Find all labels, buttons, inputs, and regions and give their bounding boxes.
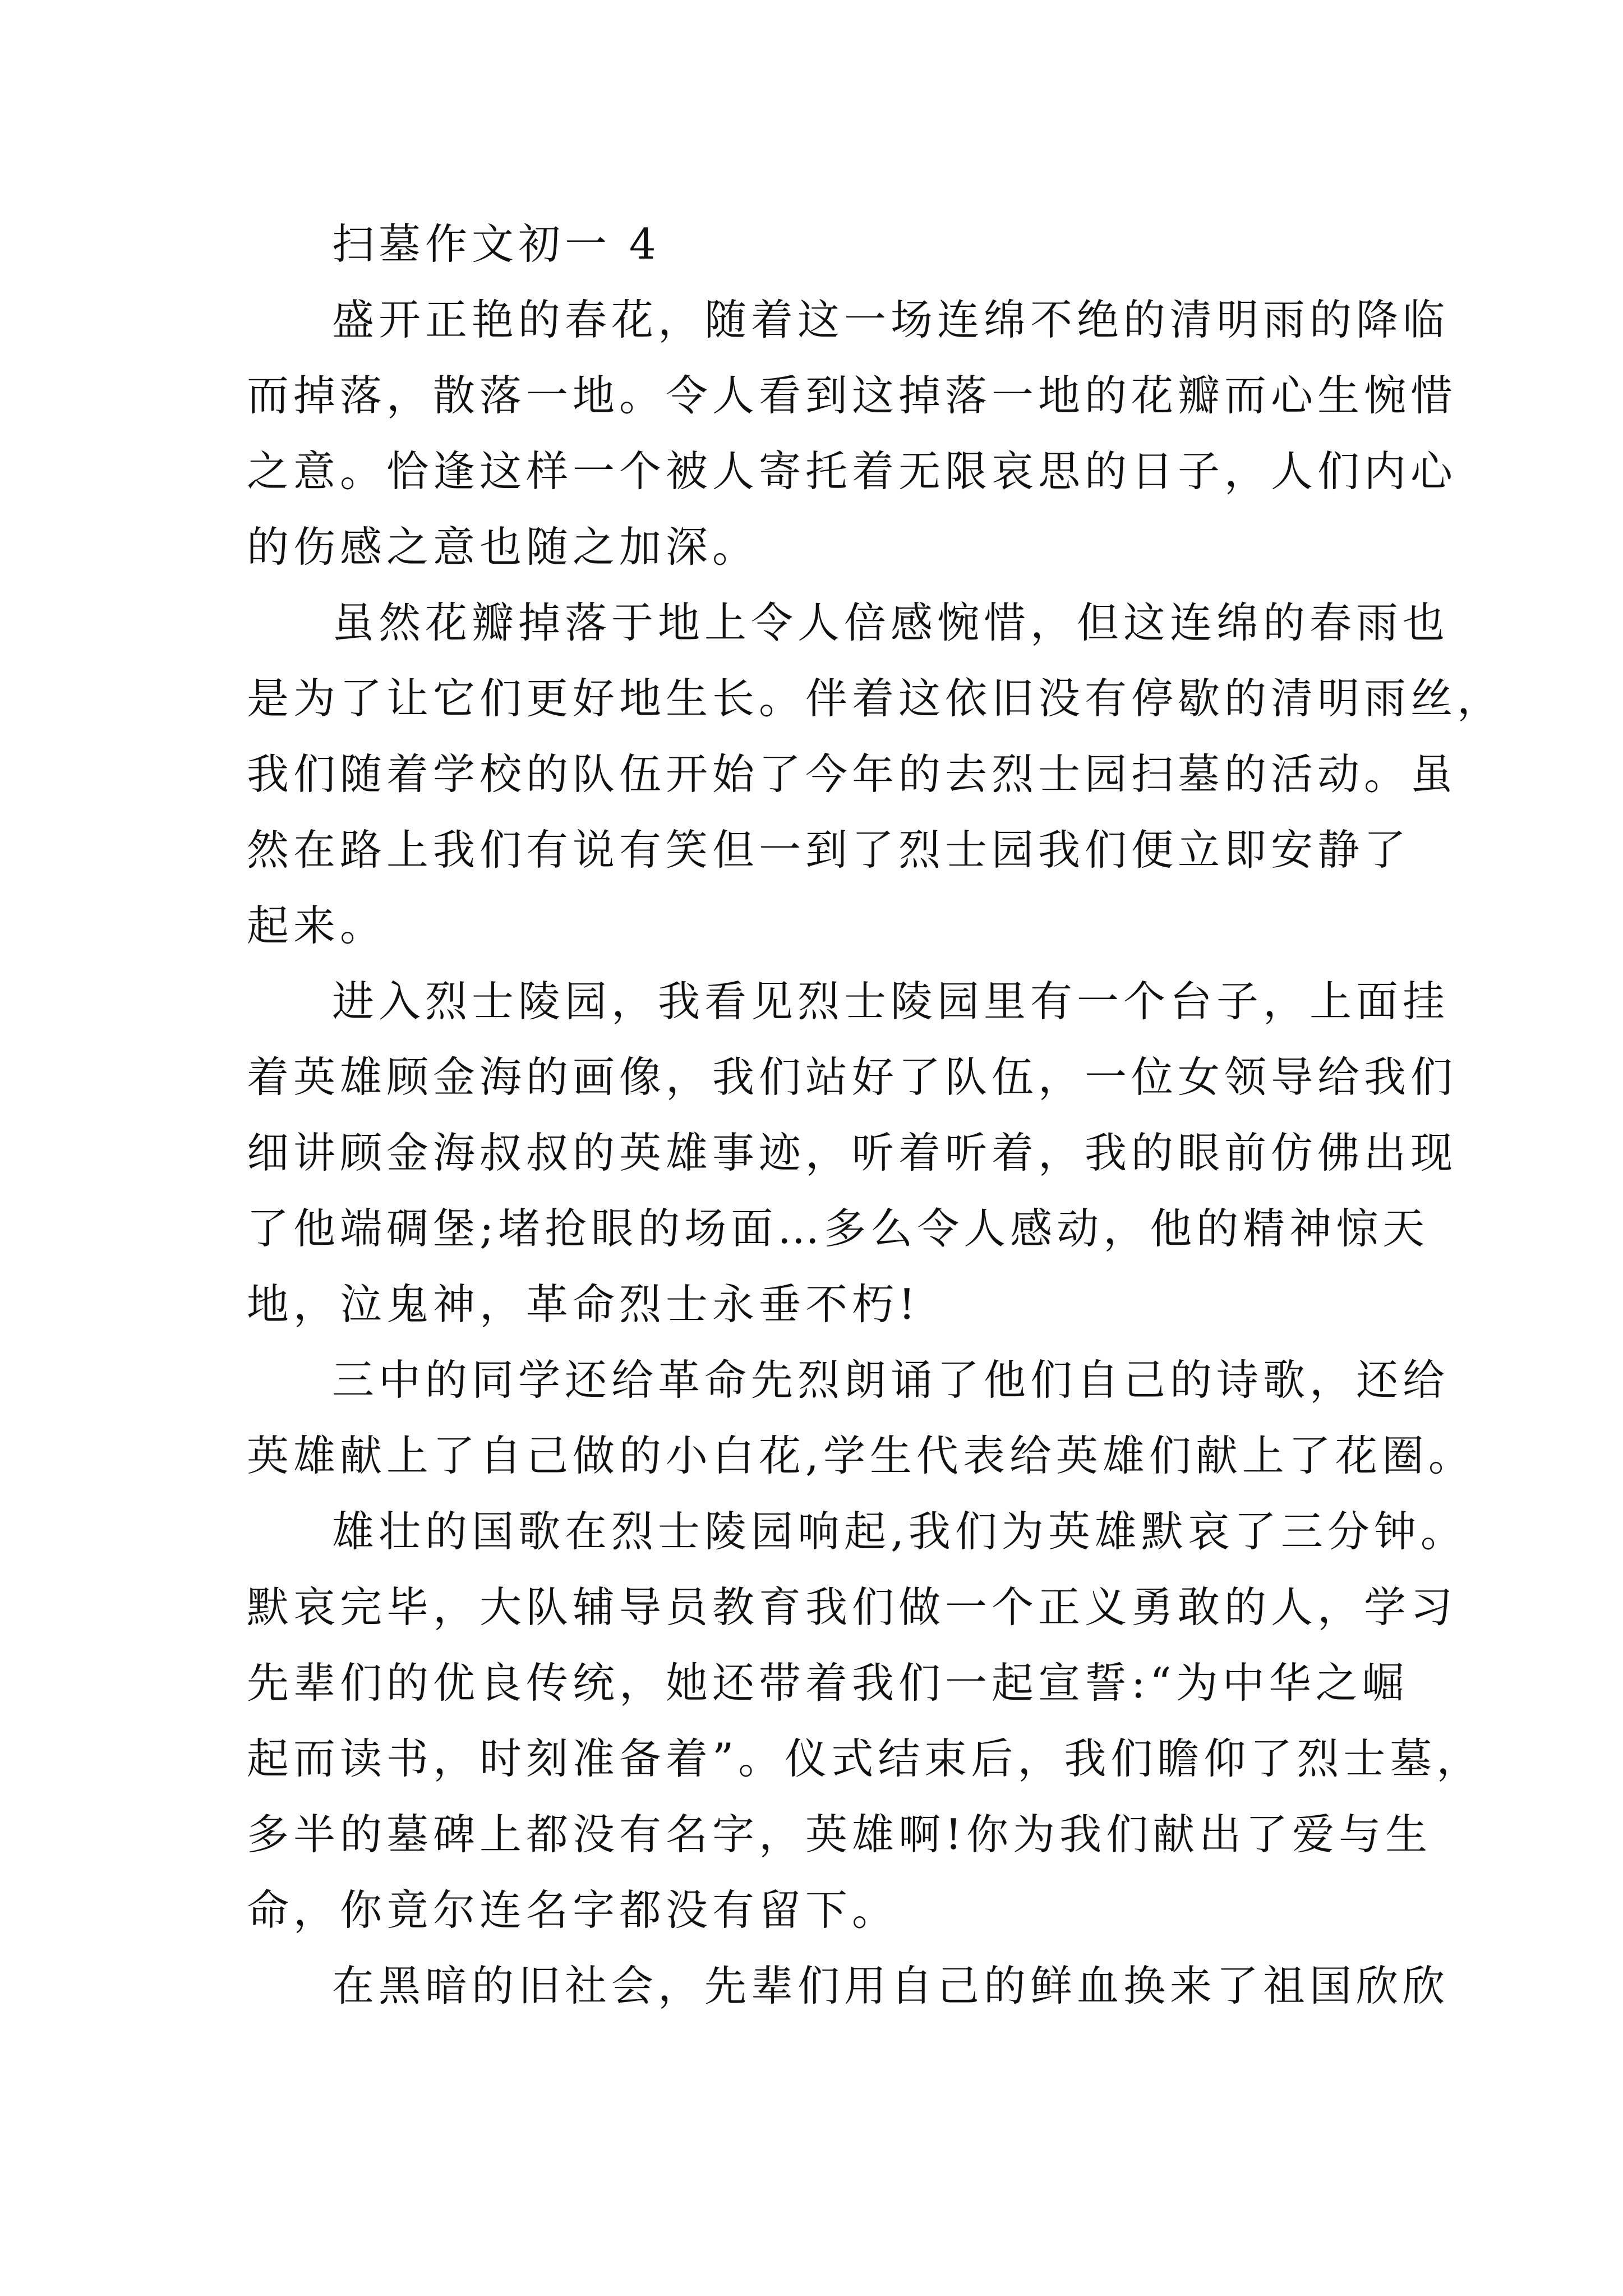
text-line: 默哀完毕，大队辅导员教育我们做一个正义勇敢的人，学习 [247,1582,1458,1632]
text-line: 然在路上我们有说有笑但一到了烈士园我们便立即安静了 [247,825,1411,875]
text-line: 进入烈士陵园，我看见烈士陵园里有一个台子，上面挂 [332,977,1450,1026]
text-line: 盛开正艳的春花，随着这一场连绵不绝的清明雨的降临 [332,295,1450,344]
text-line: 虽然花瓣掉落于地上令人倍感惋惜，但这连绵的春雨也 [332,598,1450,647]
text-line: 的伤感之意也随之加深。 [247,522,759,572]
text-line: 在黑暗的旧社会，先辈们用自己的鲜血换来了祖国欣欣 [332,1961,1450,2010]
text-line: 之意。恰逢这样一个被人寄托着无限哀思的日子，人们内心 [247,447,1458,496]
text-line: 了他端碉堡;堵抢眼的场面…多么令人感动，他的精神惊天 [247,1204,1430,1253]
document-body [247,206,1504,2024]
text-line: 地，泣鬼神，革命烈士永垂不朽! [247,1280,920,1329]
text-line: 起来。 [247,901,387,950]
text-line: 英雄献上了自己做的小白花,学生代表给英雄们献上了花圈。 [247,1431,1475,1480]
text-line: 而掉落，散落一地。令人看到这掉落一地的花瓣而心生惋惜 [247,371,1458,420]
text-line: 多半的墓碑上都没有名字，英雄啊!你为我们献出了爱与生 [247,1810,1432,1859]
text-line: 是为了让它们更好地生长。伴着这依旧没有停歇的清明雨丝， [247,674,1504,723]
text-line: 命，你竟尔连名字都没有留下。 [247,1885,899,1935]
text-line: 雄壮的国歌在烈士陵园响起,我们为英雄默哀了三分钟。 [332,1507,1467,1556]
text-line: 着英雄顾金海的画像，我们站好了队伍，一位女领导给我们 [247,1052,1458,1102]
text-line: 起而读书，时刻准备着”。仪式结束后，我们瞻仰了烈士墓， [247,1734,1483,1783]
document-title-line: 扫墓作文初一 4 [332,219,661,269]
text-line: 三中的同学还给革命先烈朗诵了他们自己的诗歌，还给 [332,1355,1450,1405]
text-line: 先辈们的优良传统，她还带着我们一起宣誓:“为中华之崛 [247,1658,1409,1708]
text-line: 我们随着学校的队伍开始了今年的去烈士园扫墓的活动。虽 [247,749,1458,799]
text-line: 细讲顾金海叔叔的英雄事迹，听着听着，我的眼前仿佛出现 [247,1128,1458,1177]
